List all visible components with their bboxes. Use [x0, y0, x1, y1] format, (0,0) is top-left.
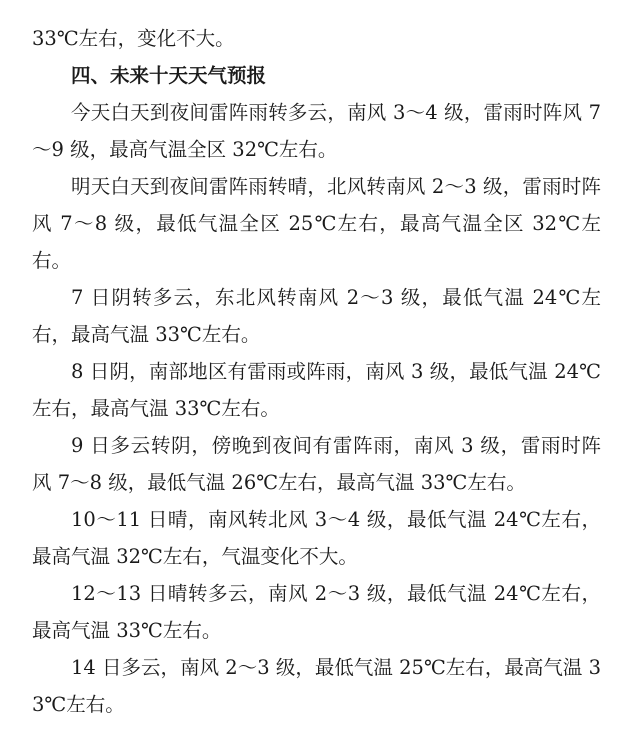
forecast-paragraph-day-12-13: 12～13 日晴转多云，南风 2～3 级，最低气温 24℃左右，最高气温 33℃左右。	[32, 582, 601, 642]
forecast-paragraph-day-8: 8 日阴，南部地区有雷雨或阵雨，南风 3 级，最低气温 24℃左右，最高气温 33℃左右。	[32, 360, 601, 420]
forecast-paragraph-day-10-11: 10～11 日晴，南风转北风 3～4 级，最低气温 24℃左右，最高气温 32℃左右，气温变化不大。	[32, 508, 601, 568]
lead-text: 33℃左右，变化不大。	[32, 27, 235, 50]
section-heading: 四、未来十天天气预报	[71, 64, 267, 87]
forecast-paragraph-day-7: 7 日阴转多云，东北风转南风 2～3 级，最低气温 24℃左右，最高气温 33℃左右。	[32, 286, 601, 346]
forecast-paragraph-day-9: 9 日多云转阴，傍晚到夜间有雷阵雨，南风 3 级，雷雨时阵风 7～8 级，最低气温 26℃左右，最高气温 33℃左右。	[32, 434, 601, 494]
forecast-paragraph-tomorrow: 明天白天到夜间雷阵雨转晴，北风转南风 2～3 级，雷雨时阵风 7～8 级，最低气温全区 25℃左右，最高气温全区 32℃左右。	[32, 175, 601, 272]
forecast-paragraph-today: 今天白天到夜间雷阵雨转多云，南风 3～4 级，雷雨时阵风 7～9 级，最高气温全区 32℃左右。	[32, 101, 601, 161]
forecast-paragraph-day-14: 14 日多云，南风 2～3 级，最低气温 25℃左右，最高气温 33℃左右。	[32, 656, 601, 716]
